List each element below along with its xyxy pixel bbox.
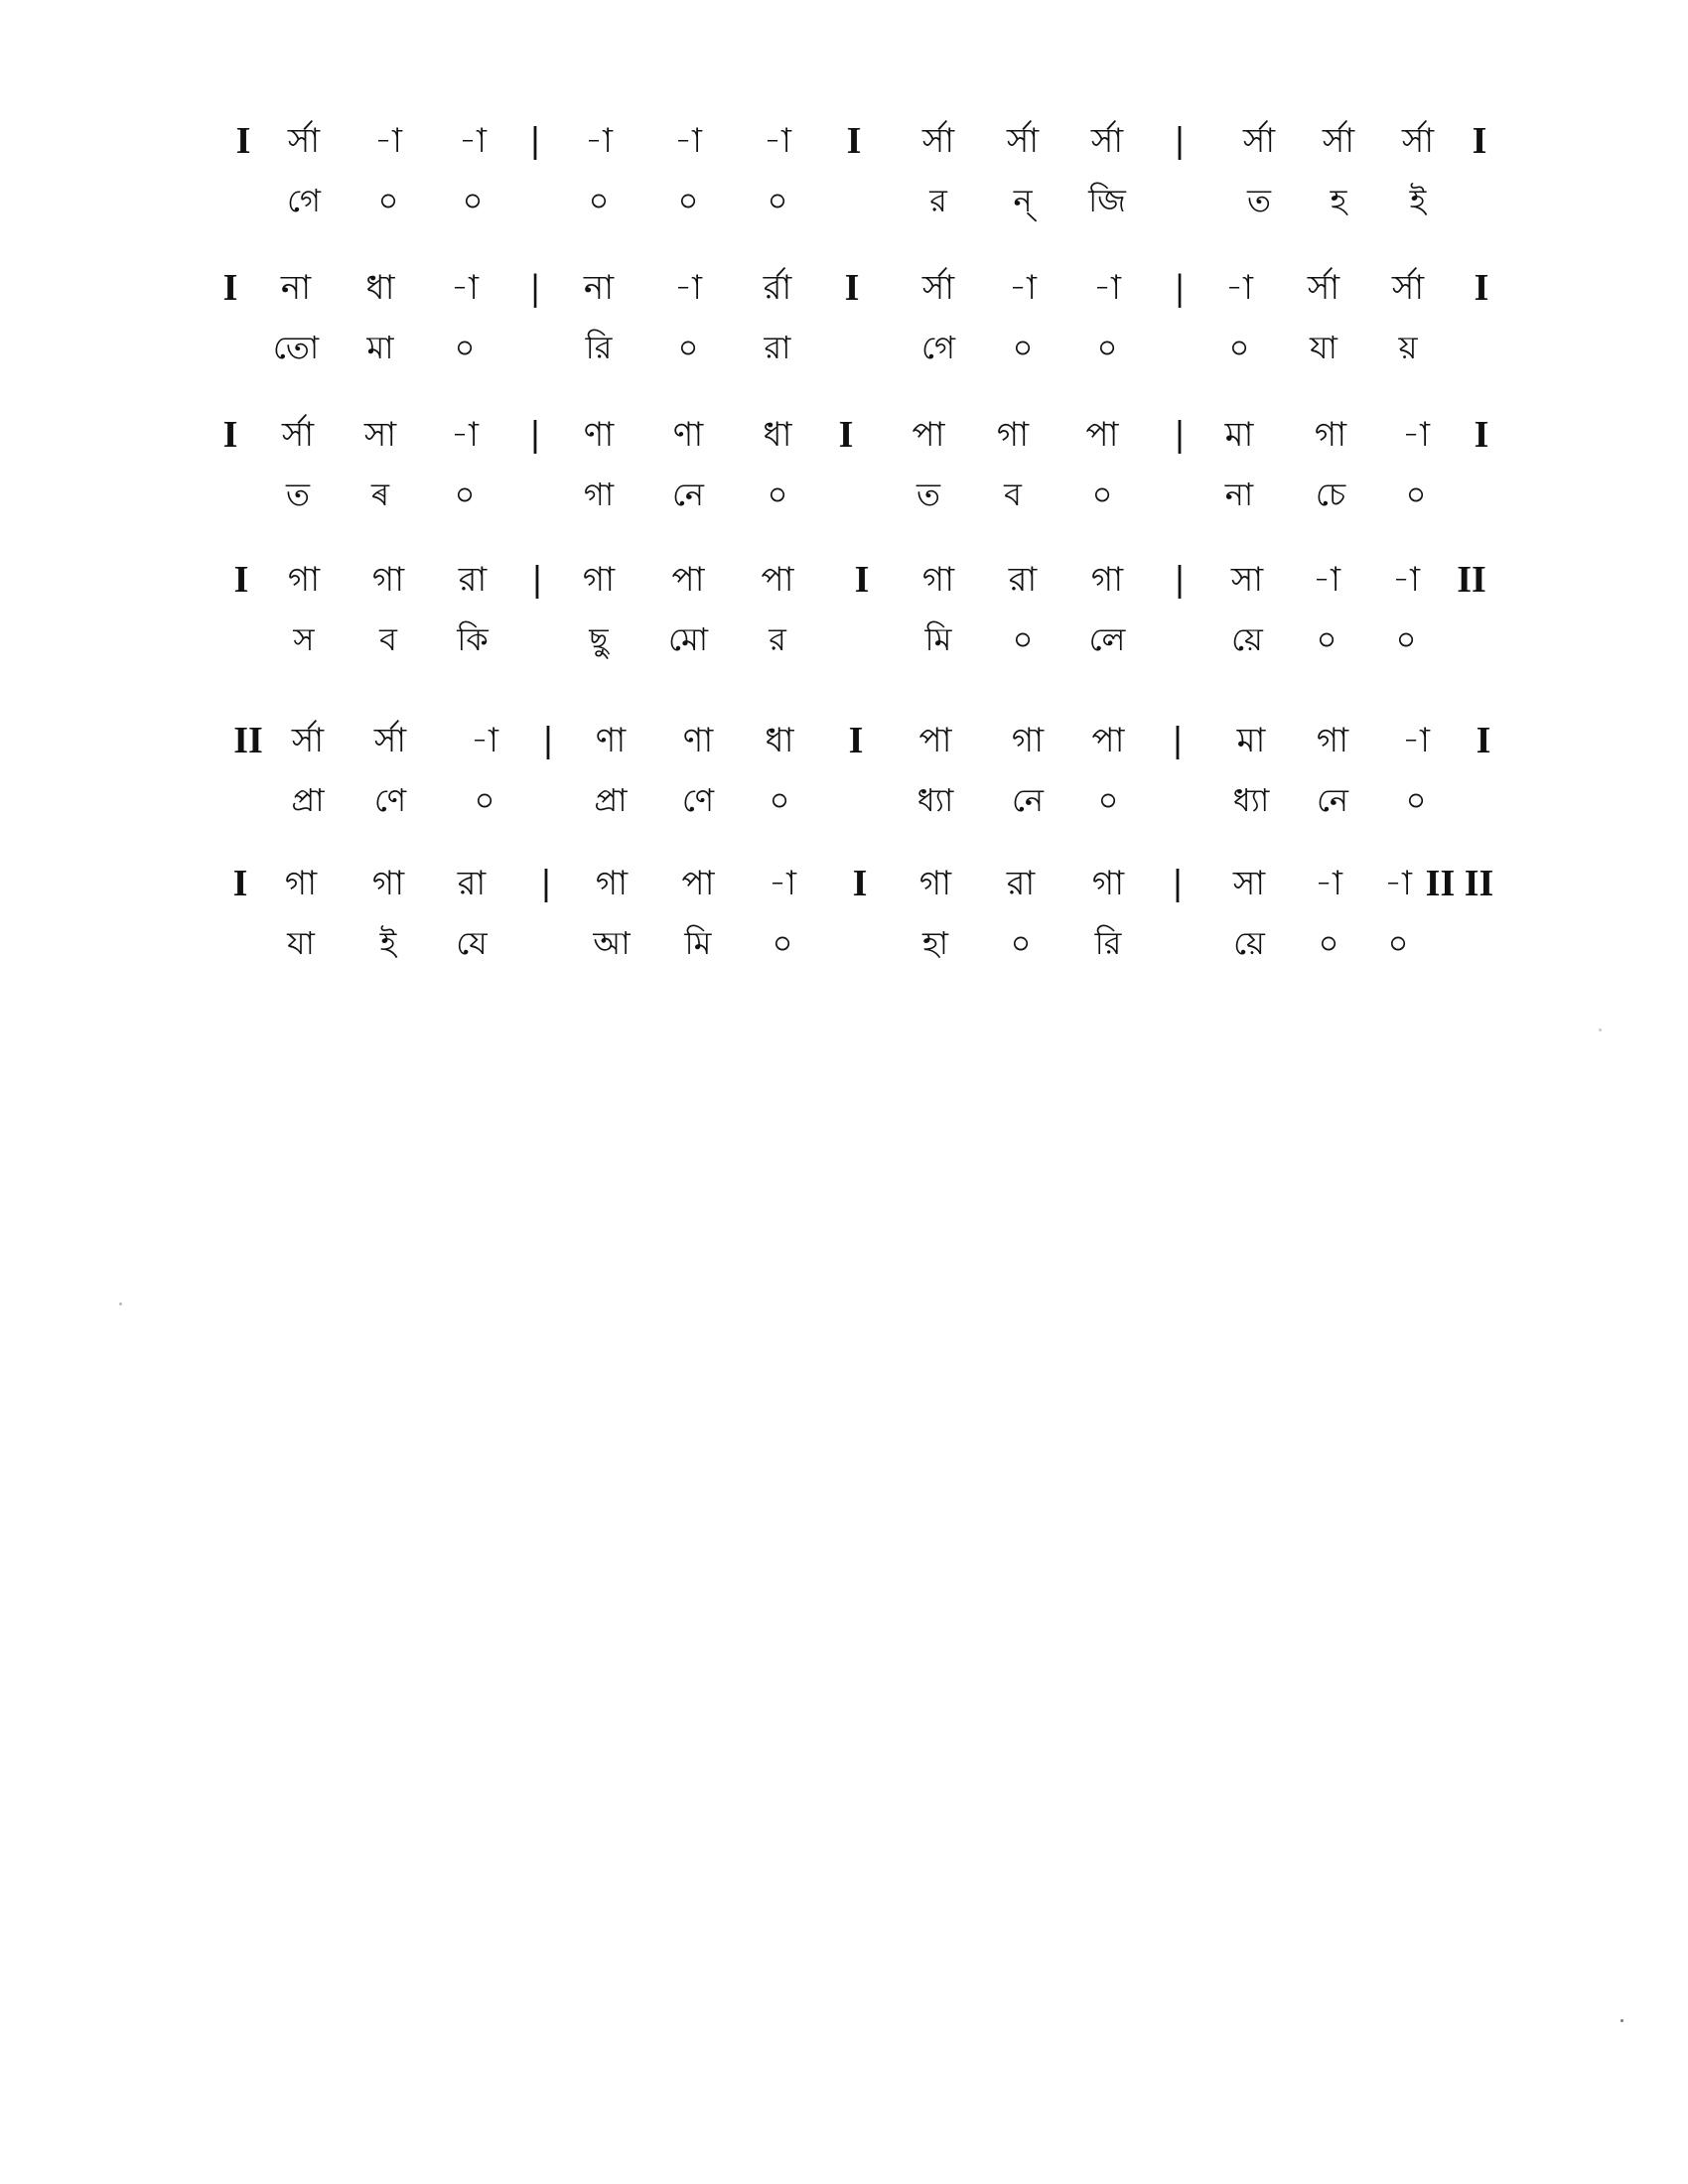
swara-note: গা xyxy=(996,415,1030,455)
swara-note: পা xyxy=(1091,721,1125,760)
lyric-syllable: ০ xyxy=(1012,620,1034,658)
lyric-line xyxy=(0,919,1688,967)
swara-note: র্সা xyxy=(1090,121,1124,161)
lyric-syllable: তো xyxy=(272,329,320,366)
lyric-syllable: ০ xyxy=(1405,781,1427,819)
lyric-line xyxy=(0,471,1688,518)
swara-note: গা xyxy=(371,864,405,903)
swara-note: -া xyxy=(674,121,702,161)
swara-note: পা xyxy=(918,721,952,760)
bar-line: I xyxy=(222,414,238,456)
lyric-syllable: ০ xyxy=(1012,329,1034,366)
lyric-syllable: প্রা xyxy=(291,781,325,819)
lyric-syllable: জি xyxy=(1088,182,1126,219)
lyric-syllable: গে xyxy=(287,182,321,219)
lyric-syllable: কি xyxy=(457,620,489,658)
bar-line: I xyxy=(233,559,249,601)
bar-line: I xyxy=(1474,414,1489,456)
swara-note: রা xyxy=(458,560,488,600)
swara-line xyxy=(0,717,1688,764)
swara-note: -া xyxy=(1392,560,1420,600)
lyric-syllable: ০ xyxy=(1091,476,1113,513)
lyric-syllable: ০ xyxy=(1387,924,1409,962)
lyric-line xyxy=(0,615,1688,663)
swara-note: গা xyxy=(595,864,629,903)
swara-note: -া xyxy=(451,415,479,455)
lyric-syllable: মো xyxy=(667,620,709,658)
swara-note: গা xyxy=(921,560,955,600)
bar-line: I xyxy=(848,720,864,761)
swara-line xyxy=(0,264,1688,312)
lyric-syllable: ০ xyxy=(1405,476,1427,513)
notation-row xyxy=(0,860,1688,1009)
lyric-syllable: ০ xyxy=(1318,924,1339,962)
swara-note: র্সা xyxy=(291,721,325,760)
swara-note: সা xyxy=(1232,864,1266,903)
notation-row xyxy=(0,556,1688,705)
lyric-syllable: ধ্যা xyxy=(1232,781,1270,819)
notation-row xyxy=(0,717,1688,866)
swara-note: ধা xyxy=(765,721,794,760)
swara-note: -া xyxy=(764,121,791,161)
lyric-syllable: গা xyxy=(583,476,615,513)
lyric-syllable: ০ xyxy=(767,182,788,219)
bar-line: II xyxy=(1457,559,1486,601)
bar-line: II II xyxy=(1425,863,1494,904)
swara-note: রা xyxy=(1008,560,1038,600)
swara-note: র্সা xyxy=(1322,121,1355,161)
swara-note: গা xyxy=(287,560,321,600)
swara-note: পা xyxy=(681,864,715,903)
lyric-syllable: ব xyxy=(1004,476,1022,513)
swara-note: গা xyxy=(1314,415,1347,455)
beat-divider: | xyxy=(1174,415,1186,455)
lyric-syllable: মা xyxy=(366,329,394,366)
beat-divider: | xyxy=(531,560,543,600)
bar-line: I xyxy=(854,559,870,601)
lyric-syllable: প্রা xyxy=(594,781,628,819)
swara-note: সা xyxy=(1230,560,1264,600)
lyric-syllable: র xyxy=(769,620,786,658)
lyric-syllable: ০ xyxy=(1316,620,1337,658)
lyric-syllable: ০ xyxy=(462,182,484,219)
swara-note: না xyxy=(280,268,312,308)
swara-line xyxy=(0,411,1688,459)
swara-note: -া xyxy=(769,864,796,903)
swara-note: র্রা xyxy=(763,268,792,308)
swara-note: র্সা xyxy=(373,721,407,760)
swara-note: -া xyxy=(374,121,402,161)
lyric-syllable: র xyxy=(929,182,947,219)
swara-note: -া xyxy=(459,121,487,161)
beat-divider: | xyxy=(1172,864,1184,903)
lyric-syllable: ০ xyxy=(677,182,699,219)
swara-note: -া xyxy=(674,268,702,308)
swara-line xyxy=(0,117,1688,165)
swara-note: -া xyxy=(1009,268,1037,308)
swara-note: র্সা xyxy=(281,415,315,455)
swara-note: -া xyxy=(1402,415,1430,455)
lyric-syllable: যা xyxy=(287,924,315,962)
beat-divider: | xyxy=(1172,721,1184,760)
swara-note: ধা xyxy=(763,415,792,455)
bar-line: I xyxy=(838,414,854,456)
lyric-syllable: ০ xyxy=(767,476,788,513)
swara-note: পা xyxy=(761,560,794,600)
swara-note: র্সা xyxy=(921,121,955,161)
swara-note: পা xyxy=(671,560,705,600)
swara-note: গা xyxy=(1316,721,1349,760)
swara-note: মা xyxy=(1224,415,1254,455)
swara-note: পা xyxy=(1085,415,1119,455)
swara-note: গা xyxy=(918,864,952,903)
swara-note: র্সা xyxy=(287,121,321,161)
beat-divider: | xyxy=(530,267,540,309)
swara-note: র্সা xyxy=(921,268,955,308)
lyric-syllable: ০ xyxy=(588,182,610,219)
lyric-syllable: ই xyxy=(1409,182,1427,219)
lyric-syllable: ০ xyxy=(377,182,399,219)
scan-speck xyxy=(1599,1028,1602,1031)
lyric-syllable: ০ xyxy=(454,476,476,513)
swara-note: গা xyxy=(1090,560,1124,600)
lyric-syllable: আ xyxy=(593,924,631,962)
lyric-syllable: হ xyxy=(1330,182,1347,219)
notation-row xyxy=(0,264,1688,413)
beat-divider: | xyxy=(1175,267,1185,309)
lyric-syllable: নে xyxy=(671,476,705,513)
swara-line xyxy=(0,860,1688,907)
swara-note: ণা xyxy=(672,415,704,455)
lyric-syllable: য় xyxy=(1398,329,1418,366)
swara-note: -া xyxy=(1093,268,1121,308)
swara-note: রা xyxy=(457,864,487,903)
lyric-syllable: যা xyxy=(1310,329,1337,366)
lyric-syllable: ০ xyxy=(1096,329,1118,366)
lyric-line xyxy=(0,177,1688,224)
swara-note: রা xyxy=(1006,864,1036,903)
lyric-syllable: ণে xyxy=(681,781,715,819)
lyric-syllable: স xyxy=(293,620,315,658)
lyric-syllable: ত xyxy=(915,476,940,513)
bar-line: I xyxy=(1472,120,1487,162)
swara-note: ণা xyxy=(583,415,615,455)
lyric-syllable: ব xyxy=(379,620,397,658)
beat-divider: | xyxy=(1174,560,1186,600)
swara-note: র্সা xyxy=(1307,268,1340,308)
bar-line: I xyxy=(222,267,238,309)
lyric-syllable: ০ xyxy=(772,924,793,962)
lyric-syllable: ০ xyxy=(1097,781,1119,819)
swara-note: -া xyxy=(1315,864,1342,903)
lyric-syllable: ০ xyxy=(1228,329,1250,366)
swara-note: গা xyxy=(1011,721,1045,760)
swara-note: র্সা xyxy=(1401,121,1435,161)
lyric-syllable: রা xyxy=(764,329,791,366)
lyric-syllable: য়ে xyxy=(1233,924,1265,962)
swara-note: গা xyxy=(582,560,616,600)
beat-divider: | xyxy=(540,864,552,903)
lyric-syllable: মি xyxy=(924,620,952,658)
lyric-syllable: ০ xyxy=(454,329,476,366)
lyric-syllable: ণে xyxy=(373,781,407,819)
swara-note: গা xyxy=(284,864,318,903)
swara-note: না xyxy=(583,268,615,308)
swara-note: সা xyxy=(363,415,397,455)
lyric-syllable: ০ xyxy=(677,329,699,366)
swara-note: -া xyxy=(1313,560,1340,600)
swara-note: -া xyxy=(451,268,479,308)
notation-row xyxy=(0,117,1688,266)
bar-line: I xyxy=(852,863,868,904)
lyric-syllable: ৰ xyxy=(370,476,390,513)
notation-row xyxy=(0,411,1688,560)
swara-note: -া xyxy=(1402,721,1430,760)
bar-line: I xyxy=(235,120,251,162)
lyric-syllable: নে xyxy=(1316,781,1349,819)
swara-note: ধা xyxy=(365,268,395,308)
swara-note: মা xyxy=(1236,721,1266,760)
lyric-syllable: গে xyxy=(921,329,955,366)
lyric-syllable: হা xyxy=(921,924,949,962)
lyric-syllable: ন্ xyxy=(1013,182,1033,219)
lyric-syllable: নে xyxy=(1011,781,1045,819)
beat-divider: | xyxy=(1174,121,1186,161)
lyric-syllable: ছু xyxy=(589,620,609,658)
swara-line xyxy=(0,556,1688,604)
lyric-syllable: ধ্যা xyxy=(916,781,954,819)
bar-line: I xyxy=(1474,267,1489,309)
swara-note: র্সা xyxy=(1391,268,1425,308)
lyric-syllable: য়ে xyxy=(1231,620,1263,658)
lyric-line xyxy=(0,324,1688,371)
lyric-syllable: যে xyxy=(456,924,488,962)
lyric-syllable: রি xyxy=(585,329,613,366)
lyric-syllable: ০ xyxy=(1010,924,1032,962)
swara-note: র্সা xyxy=(1006,121,1040,161)
swara-note: -া xyxy=(585,121,613,161)
lyric-syllable: ত xyxy=(285,476,310,513)
lyric-line xyxy=(0,776,1688,824)
swara-note: পা xyxy=(912,415,945,455)
swara-note: ণা xyxy=(682,721,714,760)
bar-line: I xyxy=(844,267,860,309)
swara-note: র্সা xyxy=(1242,121,1276,161)
lyric-syllable: রি xyxy=(1094,924,1122,962)
swara-note: গা xyxy=(1091,864,1125,903)
scan-speck xyxy=(119,1302,122,1305)
lyric-syllable: ত xyxy=(1246,182,1271,219)
swara-note: ণা xyxy=(595,721,627,760)
swara-note: -া xyxy=(1384,864,1412,903)
lyric-syllable: ই xyxy=(379,924,397,962)
beat-divider: | xyxy=(529,415,541,455)
lyric-syllable: না xyxy=(1224,476,1254,513)
lyric-syllable: লে xyxy=(1088,620,1126,658)
lyric-syllable: ০ xyxy=(769,781,790,819)
lyric-syllable: চে xyxy=(1315,476,1346,513)
bar-line: I xyxy=(232,863,248,904)
beat-divider: | xyxy=(542,721,554,760)
bar-line: I xyxy=(1476,720,1491,761)
swara-note: -া xyxy=(471,721,498,760)
swara-note: গা xyxy=(371,560,405,600)
lyric-syllable: ০ xyxy=(1395,620,1417,658)
swara-note: -া xyxy=(1225,268,1253,308)
bar-line: I xyxy=(846,120,862,162)
lyric-syllable: মি xyxy=(684,924,712,962)
scan-speck xyxy=(1620,2019,1623,2022)
beat-divider: | xyxy=(529,121,541,161)
bar-line: II xyxy=(233,720,263,761)
lyric-syllable: ০ xyxy=(474,781,495,819)
